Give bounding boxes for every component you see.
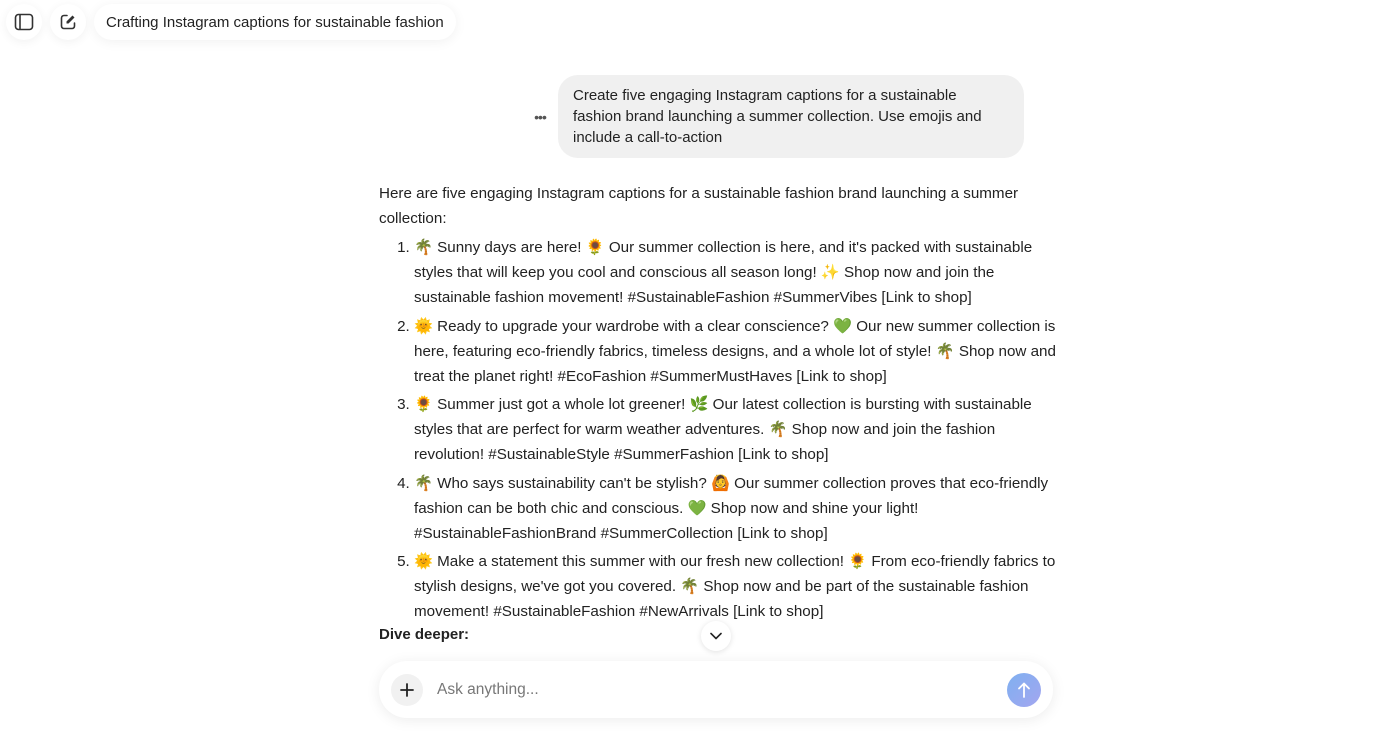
sidebar-icon <box>14 13 34 31</box>
edit-icon <box>59 13 77 31</box>
new-chat-button[interactable] <box>50 4 86 40</box>
caption-item: 4. 🌴 Who says sustainability can't be stylish? 🙆 Our summer collection proves that eco-friendly fashion can be both chic and conscious. 💚 Shop now and shine your light! #SustainableFashionBrand #SummerCollection [Link to shop] <box>414 471 1059 546</box>
dive-deeper-heading: Dive deeper: <box>379 626 470 643</box>
conversation-title-text: Crafting Instagram captions for sustainable fashion <box>106 13 444 31</box>
caption-item: 5. 🌞 Make a statement this summer with our fresh new collection! 🌻 From eco-friendly fabrics to stylish designs, we've got you covered. 🌴 Shop now and be part of the sustainable fashion movement! #SustainableFashion #NewArrivals [Link to shop] <box>414 549 1059 624</box>
message-options-button[interactable]: ••• <box>534 108 546 125</box>
message-input[interactable] <box>435 680 1007 700</box>
message-composer <box>379 661 1053 718</box>
attach-button[interactable] <box>391 674 423 706</box>
assistant-response <box>379 181 1059 628</box>
user-message-row <box>530 75 1024 158</box>
response-intro: Here are five engaging Instagram captions for a sustainable fashion brand launching a summer collection: <box>379 185 1019 227</box>
user-message-bubble: Create five engaging Instagram captions for a sustainable fashion brand launching a summer collection. Use emojis and include a call-to-action <box>558 75 1024 158</box>
arrow-up-icon <box>1016 681 1032 699</box>
caption-item: 2. 🌞 Ready to upgrade your wardrobe with a clear conscience? 💚 Our new summer collection is here, featuring eco-friendly fabrics, timeless designs, and a whole lot of style! 🌴 Shop now and treat the planet right! #EcoFashion #SummerMustHaves [Link to shop] <box>414 314 1059 389</box>
conversation-title[interactable] <box>94 4 456 40</box>
caption-list <box>379 235 1059 624</box>
caption-item: 1. 🌴 Sunny days are here! 🌻 Our summer collection is here, and it's packed with sustainable styles that will keep you cool and conscious all season long! ✨ Shop now and join the sustainable fashion movement! #SustainableFashion #SummerVibes [Link to shop] <box>414 235 1059 310</box>
top-bar <box>6 4 456 40</box>
plus-icon <box>400 683 414 697</box>
caption-item: 3. 🌻 Summer just got a whole lot greener! 🌿 Our latest collection is bursting with sustainable styles that are perfect for warm weather adventures. 🌴 Shop now and join the fashion revolution! #SustainableStyle #SummerFashion [Link to shop] <box>414 392 1059 467</box>
sidebar-toggle-button[interactable] <box>6 4 42 40</box>
send-button[interactable] <box>1007 673 1041 707</box>
scroll-to-bottom-button[interactable] <box>701 621 731 651</box>
chevron-down-icon <box>709 631 723 641</box>
